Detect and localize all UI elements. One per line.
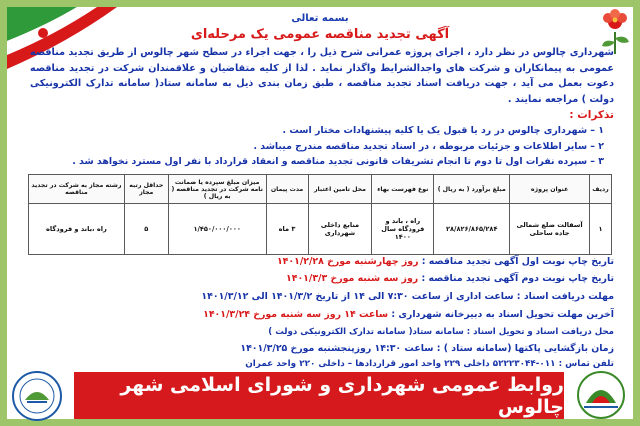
header-min-grade: حداقل رتبه مجاز	[124, 175, 168, 204]
notice-title: آگهی تجدید مناقصه عمومی یک مرحله‌ای	[190, 27, 450, 42]
project-table	[28, 174, 612, 255]
cell-project-title: آسفالت ضلع شمالی جاده ساحلی	[510, 204, 590, 255]
notes-heading: تذکرات :	[569, 109, 614, 121]
first-print-value: روز چهارشنبه مورخ ۱۴۰۱/۲/۲۸	[276, 256, 419, 267]
note-item-3: ۳ – سپرده نفرات اول تا دوم تا انجام تشریفات قانونی تجدید مناقصه و انعقاد قرارداد با نفر اول مسترد نخواهد شد .	[72, 156, 604, 167]
table-header-row	[29, 175, 612, 204]
municipality-seal-icon	[10, 370, 64, 422]
cell-min-grade: ۵	[124, 204, 168, 255]
header-price-list: نوع فهرست بهاء	[372, 175, 434, 204]
header-field: رشته مجاز به شرکت در تجدید مناقصه	[29, 175, 125, 204]
table-row	[29, 204, 612, 255]
header-duration: مدت پیمان	[266, 175, 308, 204]
first-print-date	[277, 256, 614, 267]
cell-duration: ۳ ماه	[266, 204, 308, 255]
cell-deposit: ۱/۴۵۰/۰۰۰/۰۰۰	[168, 204, 266, 255]
opening-time: زمان بازگشایی پاکتها (سامانه ستاد ) : ساعت ۱۴:۳۰ روزپنجشنبه مورخ ۱۴۰۱/۳/۲۵	[240, 343, 614, 354]
footer-text: روابط عمومی شهرداری و شورای اسلامی شهر چالوس	[120, 373, 564, 418]
note-item-2: ۲ – سایر اطلاعات و جزئیات مربوطه ، در اسناد تجدید مناقصه مندرج میباشد .	[253, 141, 604, 152]
note-item-1: ۱ – شهرداری چالوس در رد یا قبول یک یا کلیه پیشنهادات مختار است .	[282, 125, 604, 136]
submission-place: محل دریافت اسناد و تحویل اسناد : سامانه ستاد( سامانه تدارک الکترونیکی دولت )	[268, 327, 614, 337]
header-deposit: میزان مبلغ سپرده یا ضمانت نامه شرکت در تجدید مناقصه ( به ریال )	[168, 175, 266, 204]
header-estimate: مبلغ برآورد ( به ریال )	[434, 175, 510, 204]
city-council-logo-icon	[576, 369, 626, 421]
cell-funding: منابع داخلی شهرداری	[308, 204, 372, 255]
contact-phone: تلفن تماس : ۰۱۱-۵۲۲۲۳۰۴۴ داخلی ۲۲۹ واحد امور قراردادها – داخلی ۲۲۰ واحد عمران	[245, 359, 614, 369]
first-print-label: تاریخ چاپ نوبت اول آگهی تجدید مناقصه :	[421, 256, 614, 267]
footer-banner	[74, 372, 564, 419]
bismillah-heading: بسمه تعالی	[291, 13, 349, 24]
receive-docs-deadline: مهلت دریافت اسناد : ساعت اداری از ساعت ۷:۳۰ الی ۱۴ از تاریخ ۱۴۰۱/۳/۲ الی ۱۴۰۱/۳/۱۲	[201, 291, 614, 302]
submission-deadline-value: ساعت ۱۴ روز سه شنبه مورخ ۱۴۰۱/۳/۲۴	[203, 309, 389, 320]
header-funding: محل تامین اعتبار	[308, 175, 372, 204]
intro-paragraph: شهرداری چالوس در نظر دارد ، اجرای پروژه عمرانی شرح ذیل را ، جهت اجراء در سطح شهر چالوس از طریق تجدید مناقصه عمومی به پیمانکاران و شرکت های واجدالشرایط واگذار نماید . لذا از کلیه متقاضیان و علاقمندان شرکت در تجدید مناقصه دعوت بعمل می آید ، جهت دریافت اسناد تجدید مناقصه ، طبق زمان بندی ذیل به سامانه ستاد( سامانه تدارک الکترونیکی دولت ) مراجعه نمایند .	[30, 47, 614, 105]
submission-deadline	[203, 309, 614, 320]
cell-estimate: ۲۸/۸۲۶/۸۶۵/۲۸۴	[434, 204, 510, 255]
cell-price-list: راه ، باند و فرودگاه سال ۱۴۰۰	[372, 204, 434, 255]
cell-field: راه ،باند و فرودگاه	[29, 204, 125, 255]
second-print-label: تاریخ چاپ نوبت دوم آگهی تجدید مناقصه :	[421, 273, 614, 284]
second-print-value: روز سه شنبه مورخ ۱۴۰۱/۳/۳	[286, 273, 419, 284]
submission-deadline-label: آخرین مهلت تحویل اسناد به دبیرخانه شهرداری :	[391, 309, 614, 320]
header-row-number: ردیف	[590, 175, 612, 204]
second-print-date	[286, 273, 614, 284]
header-project-title: عنوان پروژه	[510, 175, 590, 204]
notice-content	[22, 10, 618, 370]
cell-row-number: ۱	[590, 204, 612, 255]
